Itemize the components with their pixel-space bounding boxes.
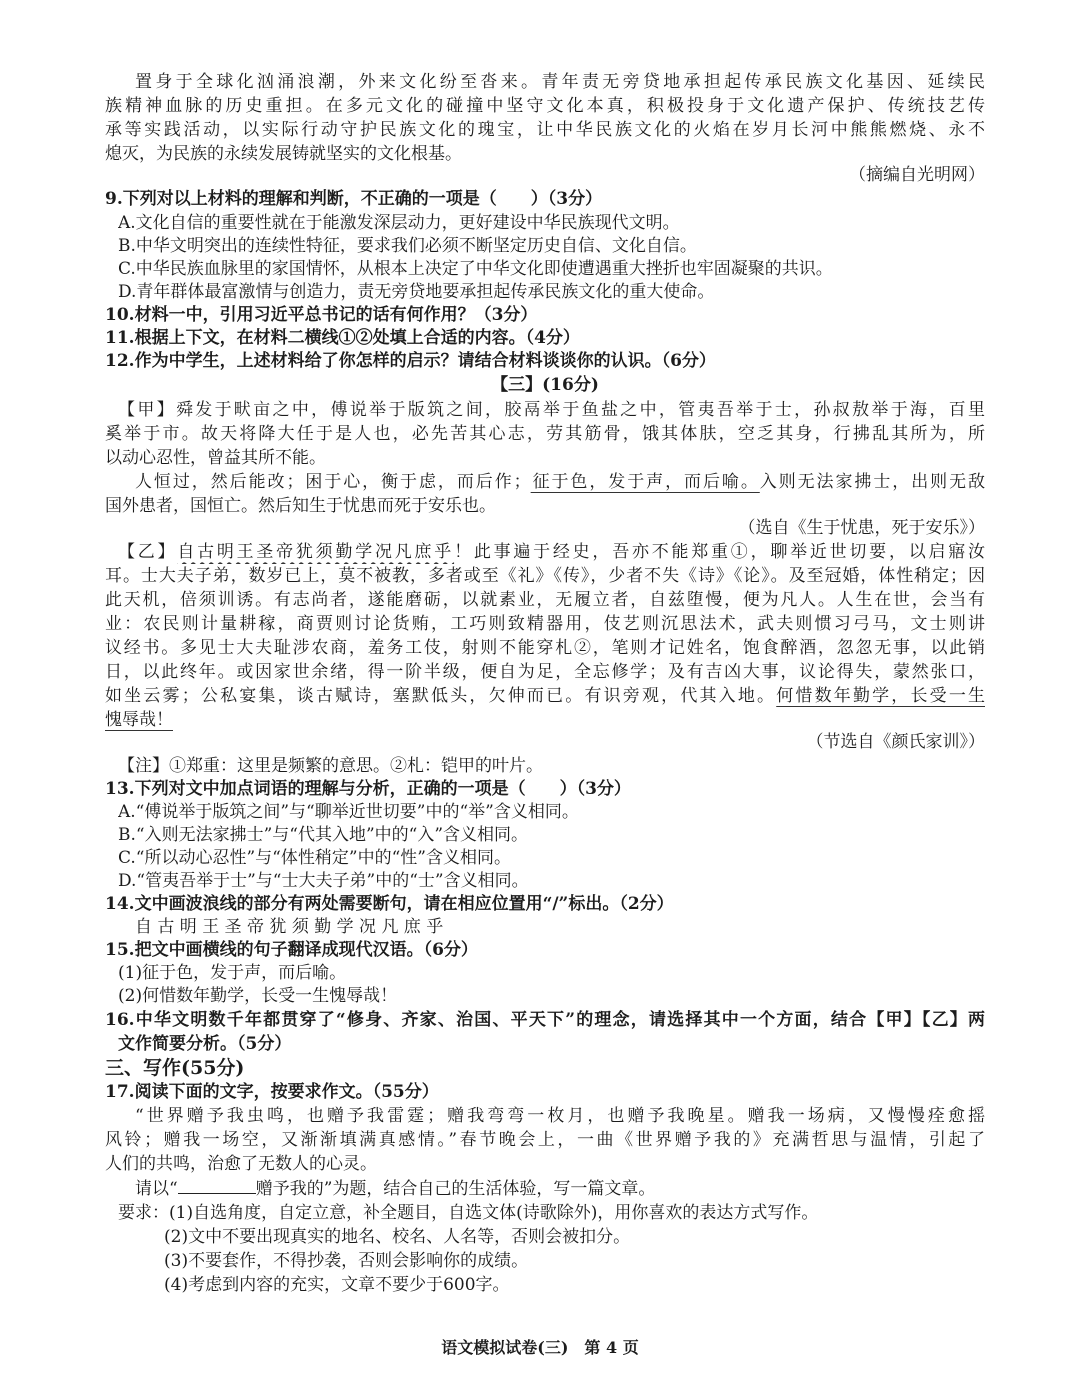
underlined-sentence-2: 何惜数年勤学，长受一生 xyxy=(776,686,985,706)
passage-line: 置身于全球化汹涌浪潮，外来文化纷至沓来。青年责无旁贷地承担起传承民族文化基因、延续民 xyxy=(135,72,985,92)
yi-line: 日，以此终年。或因家世余绪，得一阶半级，便自为足，全忘修学；及有吉凶大事，议论得失，蒙然张口， xyxy=(105,662,985,682)
question-14-stem: 14.文中画波浪线的部分有两处需要断句，请在相应位置用“/”标出。（2分） xyxy=(105,894,674,914)
question-11: 11.根据上下文，在材料二横线①②处填上合适的内容。（4分） xyxy=(105,328,580,348)
question-9-option-c: C.中华民族血脉里的家国情怀，从根本上决定了中华文化即使遭遇重大挫折也牢固凝聚的共识。 xyxy=(118,259,833,279)
underlined-sentence-1: 征于色，发于声，而后喻。 xyxy=(530,472,760,492)
question-9-stem: 9.下列对以上材料的理解和判断，不正确的一项是（ ）（3分） xyxy=(105,189,603,209)
question-13-option-a: A.“傅说举于版筑之间”与“聊举近世切要”中的“举”含义相同。 xyxy=(118,802,579,822)
title-blank xyxy=(178,1177,256,1194)
jia-line: 国外患者，国恒亡。然后知生于忧患而死于安乐也。 xyxy=(105,496,496,516)
q17-requirement: (2)文中不要出现真实的地名、校名、人名等，否则会被扣分。 xyxy=(164,1227,631,1247)
yi-line: 此天机，倍须训诱。有志尚者，遂能磨砺，以就素业，无履立者，自兹堕慢，便为凡人。人生在世，会当有 xyxy=(105,590,985,610)
q17-requirement: 要求：(1)自选角度，自定立意，补全题目，自选文体(诗歌除外)，用你喜欢的表达方式写作。 xyxy=(118,1203,819,1223)
question-14-text: 自 古 明 王 圣 帝 犹 须 勤 学 况 凡 庶 乎 xyxy=(135,917,444,937)
question-10: 10.材料一中，引用习近平总书记的话有何作用？（3分） xyxy=(105,305,538,325)
question-9-option-d: D.青年群体最富激情与创造力，责无旁贷地要承担起传承民族文化的重大使命。 xyxy=(118,282,715,302)
yi-line: 耳。士大夫子弟，数岁已上，莫不被教，多者或至《礼》《传》，少者不失《诗》《论》。及至冠婚，体性稍定；因 xyxy=(105,566,985,586)
question-15-item-1: (1)征于色，发于声，而后喻。 xyxy=(118,963,347,983)
yi-line: 如坐云雾；公私宴集，谈古赋诗，塞默低头，欠伸而已。有识旁观，代其入地。何惜数年勤学，长受一生 xyxy=(105,686,985,706)
jia-source: （选自《生于忧患，死于安乐》） xyxy=(738,518,985,538)
question-16-line: 16.中华文明数千年都贯穿了“修身、齐家、治国、平天下”的理念，请选择其中一个方面，结合【甲】【乙】两 xyxy=(105,1010,985,1030)
q17-requirement: (4)考虑到内容的充实，文章不要少于600字。 xyxy=(164,1275,510,1295)
yi-line: 议经书。多见士大夫耻涉农商，羞务工伎，射则不能穿札②，笔则才记姓名，饱食醉酒，忽忽无事，以此销 xyxy=(105,638,985,658)
question-17-stem: 17.阅读下面的文字，按要求作文。（55分） xyxy=(105,1082,439,1102)
q17-material-line: 风铃；赠我一场空，又渐渐填满真感情。”春节晚会上，一曲《世界赠予我的》充满哲思与温情，引起了 xyxy=(105,1130,985,1150)
jia-line: 以动心忍性，曾益其所不能。 xyxy=(105,448,326,468)
question-12: 12.作为中学生，上述材料给了你怎样的启示？请结合材料谈谈你的认识。（6分） xyxy=(105,351,716,371)
wavy-line-text: 自古明王圣帝犹须勤学况凡庶乎 xyxy=(177,542,455,562)
question-13-option-c: C.“所以动心忍性”与“体性稍定”中的“性”含义相同。 xyxy=(118,848,511,868)
q17-material-line: “世界赠予我虫鸣，也赠予我雷霆；赠我弯弯一枚月，也赠予我晚星。赠我一场病，又慢慢痊愈摇 xyxy=(135,1106,985,1126)
underlined-sentence-2-end: 愧辱哉！ xyxy=(105,710,173,730)
question-15-item-2: (2)何惜数年勤学，长受一生愧辱哉！ xyxy=(118,986,398,1006)
passage-line: 族精神血脉的历史重担。在多元文化的碰撞中坚守文化本真，积极投身于文化遗产保护、传统技艺传 xyxy=(105,96,985,116)
yi-source: （节选自《颜氏家训》） xyxy=(806,732,985,752)
question-9-option-b: B.中华文明突出的连续性特征，要求我们必须不断坚定历史自信、文化自信。 xyxy=(118,236,697,256)
page-footer: 语文模拟试卷(三) 第 4 页 xyxy=(441,1338,639,1357)
yi-line xyxy=(105,708,985,732)
question-13-option-d: D.“管夷吾举于士”与“士大夫子弟”中的“士”含义相同。 xyxy=(118,871,529,891)
q17-requirement: (3)不要套作，不得抄袭，否则会影响你的成绩。 xyxy=(164,1251,529,1271)
question-15-stem: 15.把文中画横线的句子翻译成现代汉语。（6分） xyxy=(105,940,478,960)
section-writing-title: 三、写作(55分) xyxy=(105,1057,245,1079)
passage-line: 承等实践活动，以实际行动守护民族文化的瑰宝，让中华民族文化的火焰在岁月长河中熊熊燃烧、永不 xyxy=(105,120,985,140)
question-16-line: 文作简要分析。（5分） xyxy=(118,1034,292,1054)
source-citation: （摘编自光明网） xyxy=(849,165,985,185)
jia-line: 人恒过，然后能改；困于心，衡于虑，而后作；征于色，发于声，而后喻。入则无法家拂士，出则无敌 xyxy=(135,472,985,492)
jia-line: 【甲】舜发于畎亩之中，傅说举于版筑之间，胶鬲举于鱼盐之中，管夷吾举于士，孙叔敖举于海，百里 xyxy=(118,400,985,420)
passage-line: 熄灭，为民族的永续发展铸就坚实的文化根基。 xyxy=(105,144,462,164)
question-9-option-a: A.文化自信的重要性就在于能激发深层动力，更好建设中华民族现代文明。 xyxy=(118,213,680,233)
yi-line: 【乙】自古明王圣帝犹须勤学况凡庶乎！此事遍于经史，吾亦不能郑重①，聊举近世切要，以启寤汝 xyxy=(118,542,985,562)
question-13-option-b: B.“入则无法家拂士”与“代其入地”中的“入”含义相同。 xyxy=(118,825,529,845)
question-13-stem: 13.下列对文中加点词语的理解与分析，正确的一项是（ ）（3分） xyxy=(105,779,631,799)
annotation-note: 【注】①郑重：这里是频繁的意思。②札：铠甲的叶片。 xyxy=(118,756,543,776)
yi-line: 业：农民则计量耕稼，商贾则讨论货贿，工巧则致精器用，伎艺则沉思法术，武夫则惯习弓马，文士则讲 xyxy=(105,614,985,634)
q17-prompt: 请以“ 赠予我的”为题，结合自己的生活体验，写一篇文章。 xyxy=(135,1179,656,1199)
jia-line: 奚举于市。故天将降大任于是人也，必先苦其心志，劳其筋骨，饿其体肤，空乏其身，行拂乱其所为，所 xyxy=(105,424,985,444)
q17-material-line: 人们的共鸣，治愈了无数人的心灵。 xyxy=(105,1154,377,1174)
section-3-title: 【三】(16分) xyxy=(491,375,599,395)
